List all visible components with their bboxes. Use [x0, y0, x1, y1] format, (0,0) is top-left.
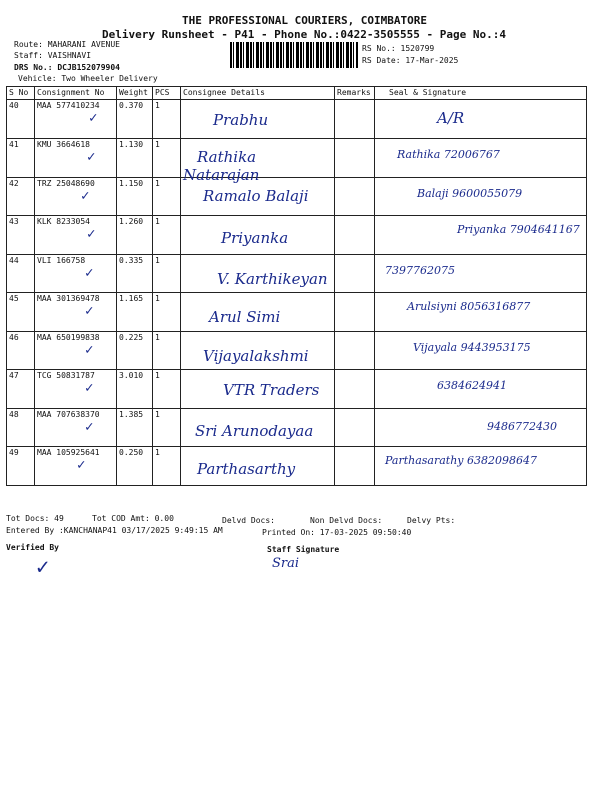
cell-weight: 0.250	[117, 447, 153, 486]
seal-signature: Rathika 72006767	[397, 147, 500, 161]
cell-consignee	[181, 293, 335, 332]
cell-weight: 3.010	[117, 370, 153, 409]
cell-weight: 0.225	[117, 331, 153, 370]
cell-sno: 44	[7, 254, 35, 293]
cell-consignment	[35, 216, 117, 255]
col-weight: Weight	[117, 87, 153, 100]
cell-weight: 0.335	[117, 254, 153, 293]
col-remarks: Remarks	[335, 87, 375, 100]
consignment-no: MAA 105925641	[37, 448, 100, 457]
tot-cod-amt: Tot COD Amt: 0.00	[92, 514, 174, 523]
consignment-no: MAA 707638370	[37, 409, 100, 419]
consignment-no: KLK 8233054	[37, 217, 90, 226]
consignment-no: MAA 577410234	[37, 101, 100, 110]
consignee-handwriting: Rathika Natarajan	[183, 147, 260, 184]
cell-consignment	[35, 254, 117, 293]
consignee-handwriting: V. Karthikeyan	[217, 269, 328, 288]
seal-signature: Parthasarathy 6382098647	[385, 454, 538, 467]
table-row	[7, 293, 587, 332]
col-consignment: Consignment No	[35, 87, 117, 100]
cell-remarks	[335, 100, 375, 139]
seal-signature: A/R	[437, 109, 465, 127]
col-sno: S No	[7, 87, 35, 100]
cell-weight: 1.165	[117, 293, 153, 332]
cell-remarks	[335, 177, 375, 216]
cell-consignee	[181, 408, 335, 447]
cell-consignment	[35, 100, 117, 139]
cell-seal	[375, 370, 587, 409]
cell-sno: 41	[7, 138, 35, 177]
cell-seal	[375, 138, 587, 177]
cell-weight: 1.150	[117, 177, 153, 216]
consignee-handwriting: Parthasarthy	[197, 460, 296, 478]
route: Route: MAHARANI AVENUE	[14, 40, 120, 49]
staff: Staff: VAISHNAVI	[14, 51, 92, 60]
cell-remarks	[335, 216, 375, 255]
cell-seal	[375, 100, 587, 139]
check-mark-icon: ✓	[87, 148, 96, 165]
table-header	[7, 87, 587, 100]
cell-seal	[375, 177, 587, 216]
table-row	[7, 370, 587, 409]
cell-remarks	[335, 138, 375, 177]
check-mark-icon: ✓	[85, 418, 94, 435]
consignment-no: KMU 3664618	[37, 139, 90, 149]
check-mark-icon: ✓	[85, 264, 94, 281]
cell-pcs: 1	[153, 408, 181, 447]
cell-consignment	[35, 331, 117, 370]
cell-remarks	[335, 370, 375, 409]
consignment-no: TCG 50831787	[37, 371, 95, 380]
seal-signature: 9486772430	[487, 419, 557, 433]
check-mark-icon: ✓	[36, 555, 50, 580]
consignee-handwriting: Priyanka	[221, 229, 289, 247]
runsheet-title: Delivery Runsheet - P41 - Phone No.:0422-3505555 - Page No.:4	[102, 28, 506, 41]
cell-consignment	[35, 293, 117, 332]
cell-pcs: 1	[153, 177, 181, 216]
cell-sno: 46	[7, 331, 35, 370]
consignee-handwriting: Sri Arunodayaa	[195, 421, 314, 440]
cell-consignment	[35, 408, 117, 447]
cell-consignment	[35, 177, 117, 216]
cell-remarks	[335, 254, 375, 293]
cell-sno: 42	[7, 177, 35, 216]
cell-seal	[375, 293, 587, 332]
consignment-no: VLI 166758	[37, 255, 86, 265]
staff-signature: Srai	[272, 556, 300, 571]
table-row	[7, 331, 587, 370]
cell-pcs: 1	[153, 293, 181, 332]
cell-seal	[375, 408, 587, 447]
cell-sno: 49	[7, 447, 35, 486]
cell-pcs: 1	[153, 254, 181, 293]
col-seal: Seal & Signature	[375, 87, 587, 100]
cell-pcs: 1	[153, 370, 181, 409]
seal-signature: Arulsiyni 8056316877	[407, 300, 531, 313]
cell-weight: 1.260	[117, 216, 153, 255]
cell-sno: 43	[7, 216, 35, 255]
non-delvd-docs: Non Delvd Docs:	[310, 516, 383, 525]
printed-on: Printed On: 17-03-2025 09:50:40	[262, 528, 412, 537]
cell-seal	[375, 254, 587, 293]
delvy-pts: Delvy Pts:	[407, 516, 456, 525]
check-mark-icon: ✓	[85, 341, 94, 358]
seal-signature: 6384624941	[437, 379, 507, 392]
consignee-handwriting: Arul Simi	[209, 308, 281, 326]
cell-remarks	[335, 408, 375, 447]
drs-no: DRS No.: DCJB152079904	[14, 63, 120, 72]
consignment-no: TRZ 25048690	[37, 178, 95, 188]
cell-consignee	[181, 100, 335, 139]
cell-consignment	[35, 447, 117, 486]
check-mark-icon: ✓	[77, 457, 86, 473]
check-mark-icon: ✓	[81, 187, 90, 204]
cell-weight: 1.385	[117, 408, 153, 447]
check-mark-icon: ✓	[87, 226, 96, 242]
rs-no: RS No.: 1520799	[362, 44, 435, 53]
cell-weight: 1.130	[117, 138, 153, 177]
cell-seal	[375, 216, 587, 255]
cell-sno: 40	[7, 100, 35, 139]
cell-pcs: 1	[153, 331, 181, 370]
cell-remarks	[335, 447, 375, 486]
tot-docs: Tot Docs: 49	[6, 514, 64, 523]
consignee-handwriting: Prabhu	[213, 111, 269, 129]
check-mark-icon: ✓	[85, 303, 94, 319]
cell-consignee	[181, 370, 335, 409]
seal-signature: Vijayala 9443953175	[413, 340, 531, 354]
table-row	[7, 254, 587, 293]
cell-consignee	[181, 331, 335, 370]
table-row	[7, 138, 587, 177]
staff-signature-label: Staff Signature	[267, 545, 340, 554]
rs-date: RS Date: 17-Mar-2025	[362, 56, 459, 65]
check-mark-icon: ✓	[89, 110, 98, 126]
table-row	[7, 408, 587, 447]
cell-consignee	[181, 216, 335, 255]
verified-by: Verified By	[6, 543, 59, 552]
cell-consignment	[35, 370, 117, 409]
entered-by: Entered By :KANCHANAP41 03/17/2025 9:49:15 AM	[6, 526, 223, 535]
cell-pcs: 1	[153, 138, 181, 177]
vehicle: Vehicle: Two Wheeler Delivery	[18, 74, 158, 83]
cell-sno: 48	[7, 408, 35, 447]
barcode-icon	[230, 42, 358, 68]
cell-pcs: 1	[153, 447, 181, 486]
delvd-docs: Delvd Docs:	[222, 516, 275, 525]
table-row	[7, 177, 587, 216]
cell-remarks	[335, 293, 375, 332]
company-title: THE PROFESSIONAL COURIERS, COIMBATORE	[182, 14, 428, 27]
consignee-handwriting: VTR Traders	[223, 381, 320, 399]
check-mark-icon: ✓	[85, 380, 94, 396]
consignment-no: MAA 301369478	[37, 294, 100, 303]
seal-signature: 7397762075	[385, 263, 455, 277]
col-pcs: PCS	[153, 87, 181, 100]
table-row	[7, 100, 587, 139]
cell-seal	[375, 447, 587, 486]
cell-consignment	[35, 138, 117, 177]
seal-signature: Priyanka 7904641167	[457, 223, 580, 236]
seal-signature: Balaji 9600055079	[417, 186, 523, 200]
cell-consignee	[181, 254, 335, 293]
cell-consignee	[181, 447, 335, 486]
runsheet-table	[6, 86, 587, 486]
cell-pcs: 1	[153, 216, 181, 255]
cell-pcs: 1	[153, 100, 181, 139]
table-row	[7, 216, 587, 255]
cell-sno: 45	[7, 293, 35, 332]
table-row	[7, 447, 587, 486]
consignment-no: MAA 650199838	[37, 332, 100, 342]
consignee-handwriting: Vijayalakshmi	[203, 346, 309, 365]
cell-sno: 47	[7, 370, 35, 409]
cell-weight: 0.370	[117, 100, 153, 139]
cell-seal	[375, 331, 587, 370]
cell-remarks	[335, 331, 375, 370]
cell-consignee	[181, 138, 335, 184]
col-consignee: Consignee Details	[181, 87, 335, 100]
consignee-handwriting: Ramalo Balaji	[203, 186, 309, 205]
